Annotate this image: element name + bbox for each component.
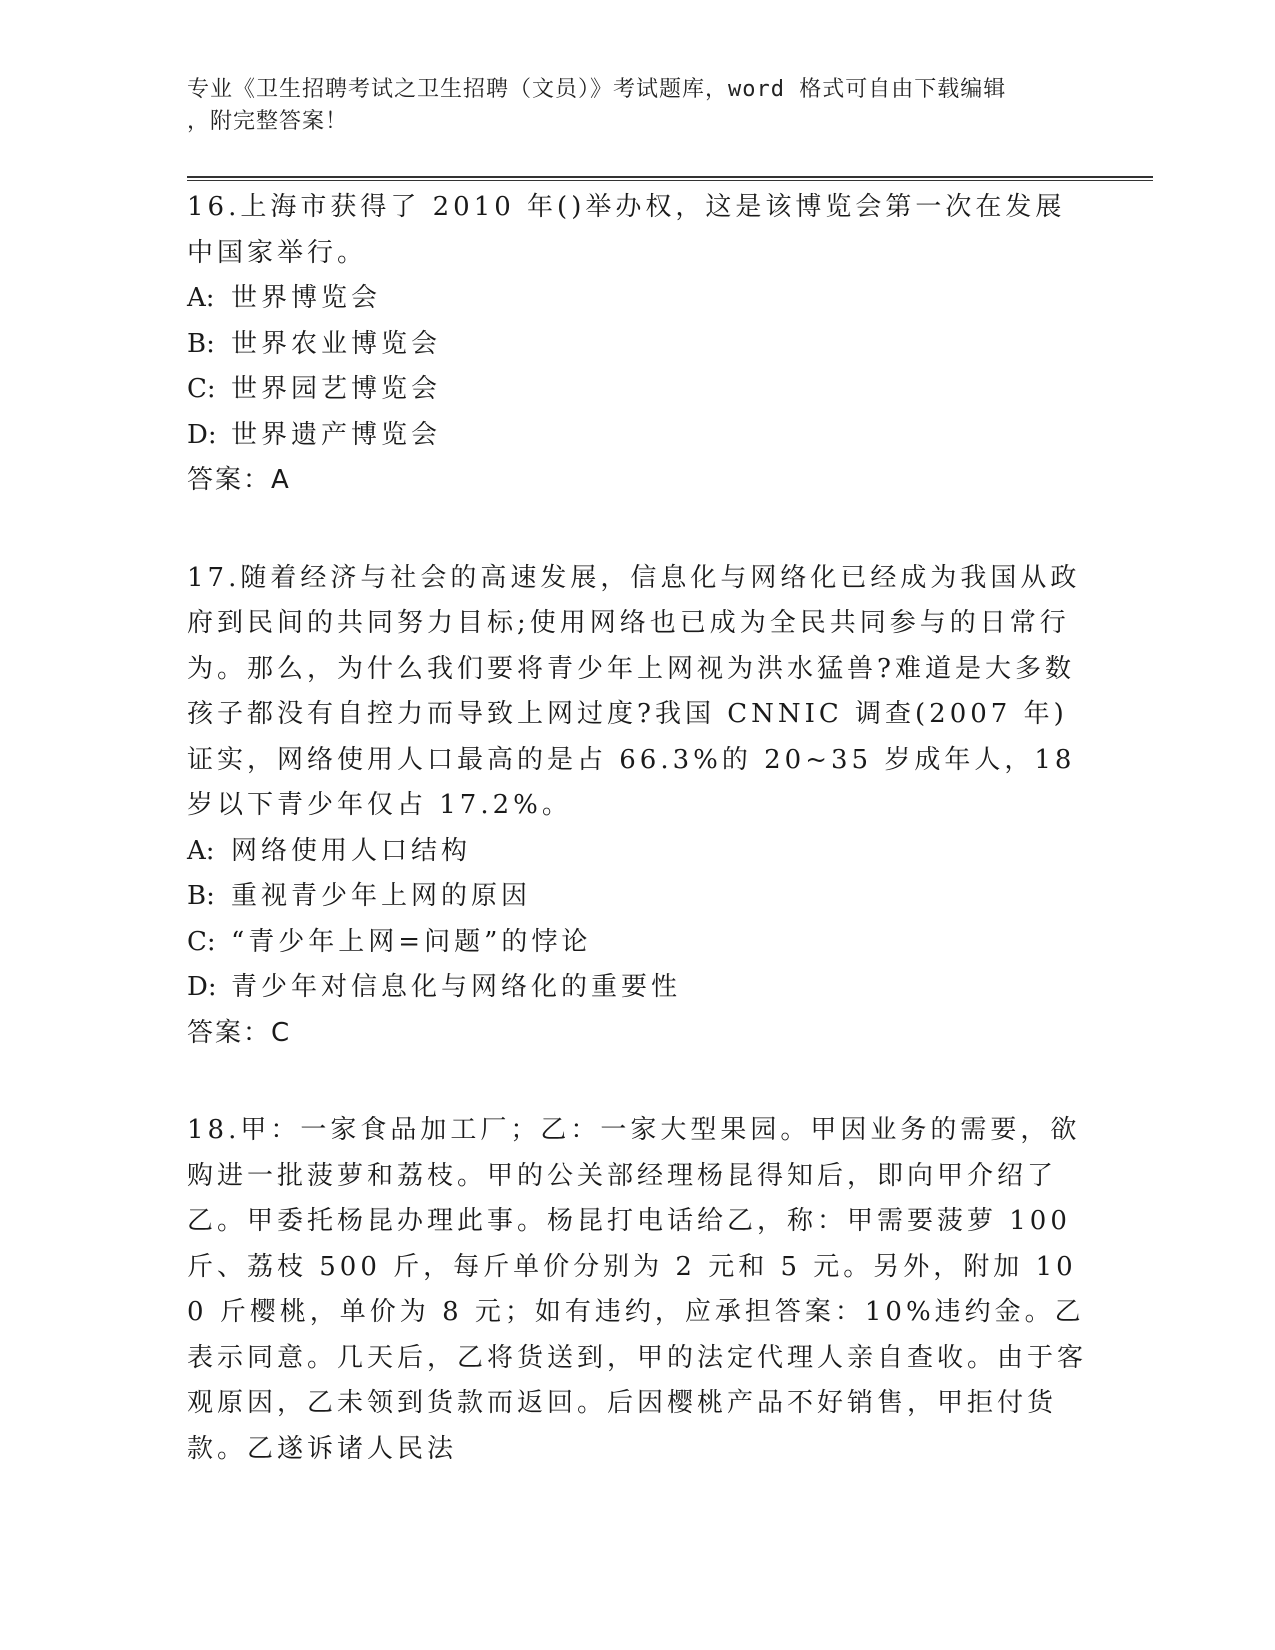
- option-a: [187, 276, 1087, 322]
- option-key: C:: [187, 374, 216, 404]
- question-text: 18.甲：一家食品加工厂；乙：一家大型果园。甲因业务的需要，欲购进一批菠萝和荔枝。甲的公关部经理杨昆得知后，即向甲介绍了乙。甲委托杨昆办理此事。杨昆打电话给乙，称：甲需要菠萝 100 斤、荔枝 500 斤，每斤单价分别为 2 元和 5 元。另外，附加 100 斤樱桃，单价为 8 元；如有违约，应承担答案：10%违约金。乙表示同意。几天后，乙将货送到，甲的法定代理人亲自查收。由于客观原因，乙未领到货款而返回。后因樱桃产品不好销售，甲拒付货款。乙遂诉诸人民法: [187, 1115, 1088, 1464]
- question-list: [187, 185, 1087, 1524]
- option-d: [187, 965, 1087, 1011]
- option-label: 世界博览会: [231, 283, 382, 313]
- question-16: [187, 185, 1087, 504]
- option-label: 青少年对信息化与网络化的重要性: [231, 972, 682, 1002]
- option-label: 世界园艺博览会: [231, 374, 442, 404]
- option-a: [187, 829, 1087, 875]
- option-key: B:: [187, 881, 215, 911]
- option-b: [187, 322, 1087, 368]
- option-c: [187, 367, 1087, 413]
- option-c: [187, 920, 1087, 966]
- header-line-2: ，附完整答案！: [187, 109, 349, 134]
- option-label: 网络使用人口结构: [231, 835, 472, 866]
- option-label: 世界遗产博览会: [231, 419, 442, 450]
- option-key: D:: [187, 972, 217, 1002]
- question-18: [187, 1108, 1087, 1472]
- answer-line: 答案：C: [187, 1017, 292, 1048]
- question-17: [187, 556, 1087, 1057]
- header-line-1: 专业《卫生招聘考试之卫生招聘（文员）》考试题库，word 格式可自由下载编辑: [187, 77, 1007, 102]
- page-header: [187, 74, 1067, 138]
- option-key: D:: [187, 419, 217, 450]
- option-label: “青少年上网=问题”的悖论: [231, 926, 592, 957]
- option-label: 重视青少年上网的原因: [231, 881, 532, 911]
- option-key: C:: [187, 926, 216, 957]
- question-text: 16.上海市获得了 2010 年()举办权，这是该博览会第一次在发展中国家举行。: [187, 192, 1066, 268]
- option-b: [187, 874, 1087, 920]
- header-divider: [187, 176, 1153, 181]
- option-key: A:: [187, 835, 215, 866]
- option-d: [187, 413, 1087, 459]
- option-label: 世界农业博览会: [231, 328, 442, 359]
- answer-line: 答案：A: [187, 465, 291, 495]
- question-text: 17.随着经济与社会的高速发展，信息化与网络化已经成为我国从政府到民间的共同努力目标;使用网络也已成为全民共同参与的日常行为。那么，为什么我们要将青少年上网视为洪水猛兽?难道是大多数孩子都没有自控力而导致上网过度?我国 CNNIC 调查(2007 年)证实，网络使用人口最高的是占 66.3%的 20~35 岁成年人，18 岁以下青少年仅占 17.2%。: [187, 562, 1081, 820]
- option-key: A:: [187, 283, 215, 313]
- option-key: B:: [187, 328, 215, 359]
